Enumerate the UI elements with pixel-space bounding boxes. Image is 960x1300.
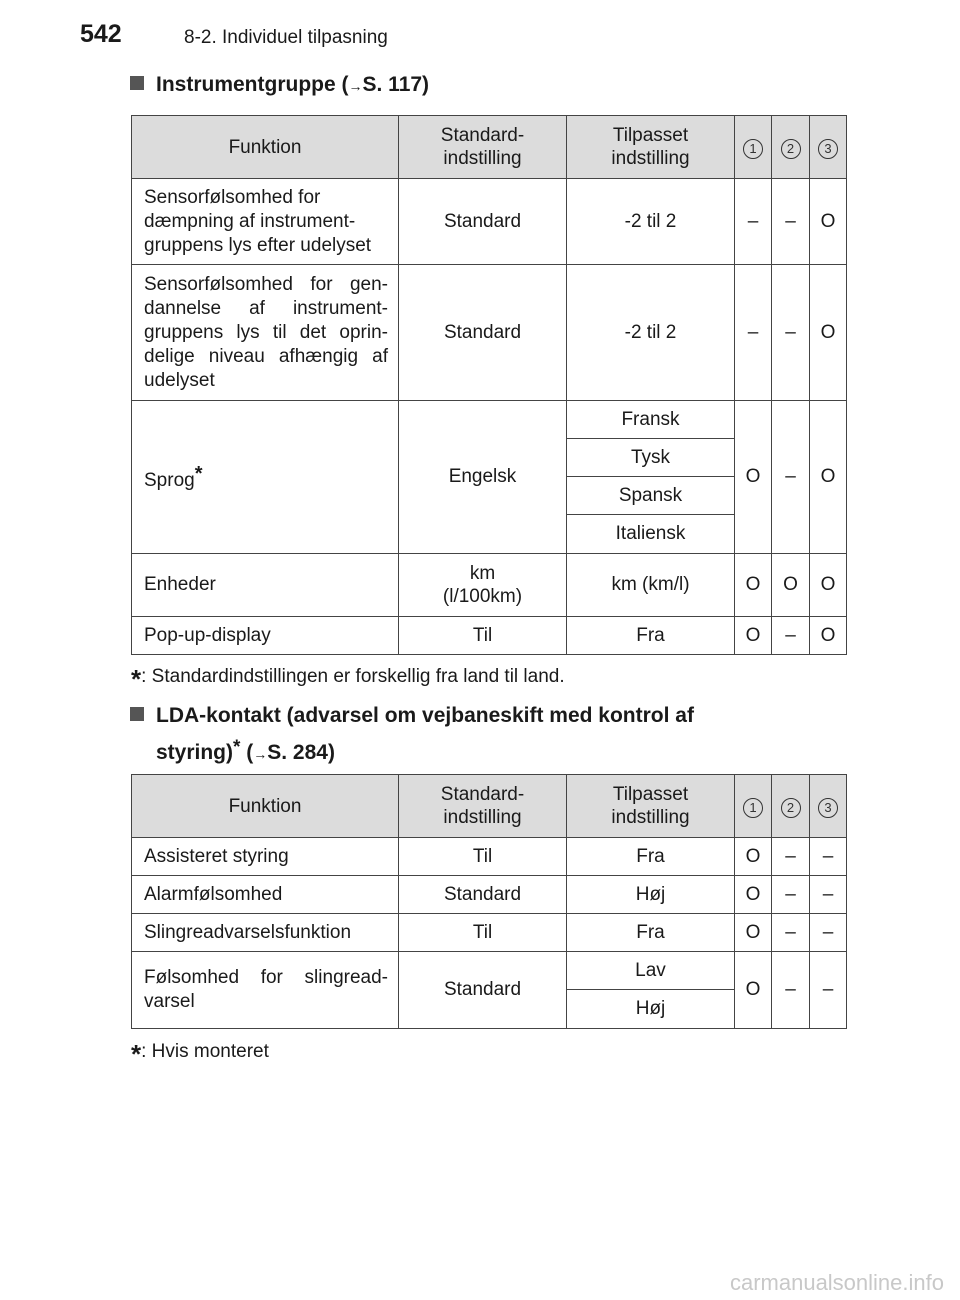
cell-mark-2: –: [772, 876, 810, 914]
circled-3-icon: 3: [818, 139, 838, 159]
square-bullet-icon: [130, 76, 144, 90]
cell-tilpasset-option: Høj: [567, 990, 735, 1029]
cell-mark-2: –: [772, 179, 810, 265]
table-row: [132, 838, 847, 876]
cell-funktion: Følsomhed for slingread-varsel: [132, 952, 399, 1029]
cell-tilpasset-option: Fransk: [567, 401, 735, 439]
circled-1-icon: 1: [743, 139, 763, 159]
table-row: [132, 401, 847, 439]
circled-1-icon: 1: [743, 798, 763, 818]
col-header-tilpasset: Tilpasset indstilling: [567, 116, 735, 179]
cell-tilpasset-option: Lav: [567, 952, 735, 990]
cell-funktion: Sensorfølsomhed for dæmpning af instrument-gruppens lys efter udelyset: [132, 179, 399, 265]
col-header-standard: Standard- indstilling: [399, 116, 567, 179]
section1-title: Instrumentgruppe (: [156, 73, 349, 96]
cell-funktion: [132, 401, 399, 554]
cell-mark-3: O: [810, 554, 847, 617]
cell-mark-1: O: [735, 876, 772, 914]
cell-standard: km (l/100km): [399, 554, 567, 617]
cell-funktion: Slingreadvarselsfunktion: [132, 914, 399, 952]
cell-funktion-text: Sprog: [144, 469, 195, 491]
cell-mark-3: O: [810, 265, 847, 401]
cell-tilpasset: -2 til 2: [567, 265, 735, 401]
asterisk-icon: *: [233, 737, 241, 758]
cell-mark-2: –: [772, 914, 810, 952]
table-header-row: [132, 116, 847, 179]
cell-mark-2: O: [772, 554, 810, 617]
cell-tilpasset-option: Tysk: [567, 439, 735, 477]
cell-mark-3: –: [810, 876, 847, 914]
cell-tilpasset-option: Italiensk: [567, 515, 735, 554]
page-number: 542: [80, 20, 122, 48]
table-row: [132, 554, 847, 617]
col-header-funktion: Funktion: [132, 116, 399, 179]
cell-mark-2: –: [772, 838, 810, 876]
table-row: [132, 876, 847, 914]
footnote-2-text: : Hvis monteret: [141, 1041, 269, 1062]
col-header-standard: Standard- indstilling: [399, 775, 567, 838]
section1-ref: S. 117): [362, 73, 430, 96]
asterisk-icon: *: [131, 664, 142, 694]
table-instrumentgruppe: [131, 115, 847, 655]
cell-mark-2: –: [772, 401, 810, 554]
cell-standard: Standard: [399, 265, 567, 401]
cell-mark-3: O: [810, 179, 847, 265]
arrow-icon: →: [253, 746, 268, 762]
col-header-tilpasset: Tilpasset indstilling: [567, 775, 735, 838]
cell-mark-2: –: [772, 617, 810, 655]
cell-funktion: Pop-up-display: [132, 617, 399, 655]
table-row: [132, 617, 847, 655]
cell-funktion: Enheder: [132, 554, 399, 617]
cell-mark-1: O: [735, 617, 772, 655]
table-row: [132, 952, 847, 990]
circled-2-icon: 2: [781, 139, 801, 159]
cell-funktion: Assisteret styring: [132, 838, 399, 876]
cell-mark-1: O: [735, 554, 772, 617]
footnote-1: [131, 664, 565, 695]
table-row: [132, 179, 847, 265]
cell-mark-1: O: [735, 838, 772, 876]
square-bullet-icon: [130, 707, 144, 721]
cell-tilpasset-option: Spansk: [567, 477, 735, 515]
cell-funktion: Alarmfølsomhed: [132, 876, 399, 914]
col-header-funktion: Funktion: [132, 775, 399, 838]
footnote-2: [131, 1039, 269, 1070]
arrow-icon: →: [348, 78, 363, 94]
section1-heading: [130, 69, 429, 102]
section2-title-line1: LDA-kontakt (advarsel om vejbaneskift med kontrol af: [156, 704, 694, 727]
circled-2-icon: 2: [781, 798, 801, 818]
section2-heading: [130, 700, 694, 770]
cell-standard: Til: [399, 838, 567, 876]
cell-mark-1: –: [735, 179, 772, 265]
cell-mark-1: –: [735, 265, 772, 401]
section2-title-paren: (: [240, 741, 254, 764]
cell-mark-2: –: [772, 952, 810, 1029]
cell-tilpasset: km (km/l): [567, 554, 735, 617]
cell-standard: Standard: [399, 876, 567, 914]
cell-standard: Standard: [399, 179, 567, 265]
cell-standard: Engelsk: [399, 401, 567, 554]
cell-mark-3: –: [810, 952, 847, 1029]
asterisk-icon: *: [194, 462, 203, 485]
section2-title-line2: styring): [156, 741, 234, 764]
cell-tilpasset: -2 til 2: [567, 179, 735, 265]
asterisk-icon: *: [131, 1039, 142, 1069]
cell-standard: Standard: [399, 952, 567, 1029]
cell-mark-1: O: [735, 401, 772, 554]
cell-mark-3: O: [810, 401, 847, 554]
table-lda-kontakt: [131, 774, 847, 1029]
cell-funktion: Sensorfølsomhed for gen-dannelse af instrument-gruppens lys til det oprin-delige niveau afhængig af udelyset: [132, 265, 399, 401]
cell-standard: Til: [399, 617, 567, 655]
cell-tilpasset: Fra: [567, 838, 735, 876]
table-row: [132, 914, 847, 952]
cell-tilpasset: Fra: [567, 617, 735, 655]
cell-mark-3: –: [810, 914, 847, 952]
cell-tilpasset: Fra: [567, 914, 735, 952]
cell-standard: Til: [399, 914, 567, 952]
watermark: carmanualsonline.info: [729, 1270, 944, 1295]
cell-mark-3: O: [810, 617, 847, 655]
cell-tilpasset: Høj: [567, 876, 735, 914]
table-row: [132, 265, 847, 401]
section2-ref: S. 284): [267, 741, 335, 764]
cell-mark-3: –: [810, 838, 847, 876]
circled-3-icon: 3: [818, 798, 838, 818]
footnote-1-text: : Standardindstillingen er forskellig fra land til land.: [141, 666, 565, 687]
cell-mark-1: O: [735, 914, 772, 952]
cell-mark-2: –: [772, 265, 810, 401]
table-header-row: [132, 775, 847, 838]
cell-mark-1: O: [735, 952, 772, 1029]
section-title: 8-2. Individuel tilpasning: [184, 27, 388, 48]
